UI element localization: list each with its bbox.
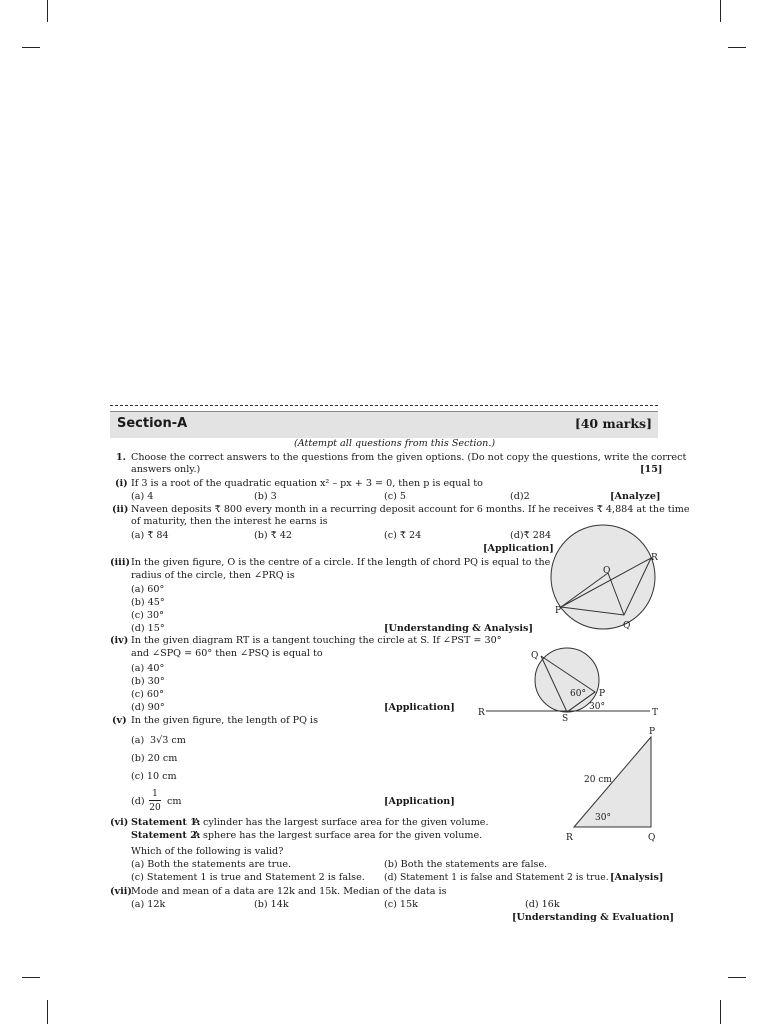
qv-fraction-numerator: 1 [152, 789, 158, 799]
qii-option-c: (c) ₹ 24 [384, 530, 422, 541]
section-divider [110, 405, 658, 406]
qii-option-b: (b) ₹ 42 [254, 530, 293, 541]
label-R: R [651, 553, 658, 563]
crop-mark-top-left-h [22, 47, 40, 48]
qii-option-a: (a) ₹ 84 [131, 530, 169, 541]
qiv-option-a: (a) 40° [131, 663, 165, 674]
qiv-number: (iv) [110, 635, 129, 646]
qiii-option-b: (b) 45° [131, 597, 165, 608]
qvi-statement2: A sphere has the largest surface area for the given volume. [193, 830, 483, 841]
qvii-option-c: (c) 15k [384, 899, 418, 910]
label-R: R [566, 833, 573, 843]
crop-mark-top-left-v [47, 0, 48, 22]
qvi-option-d: (d) Statement 1 is false and Statement 2 is true. [384, 872, 609, 883]
label-S: S [562, 714, 569, 724]
section-instruction: (Attempt all questions from this Section.) [294, 438, 496, 449]
label-P: P [599, 689, 606, 699]
label-Q: Q [531, 651, 539, 661]
qv-option-d-label: (d) [131, 796, 145, 807]
qv-option-c: (c) 10 cm [131, 771, 177, 782]
q1-marks: [15] [640, 464, 663, 475]
crop-mark-top-right-h [728, 47, 746, 48]
qii-line2: of maturity, then the interest he earns is [131, 516, 328, 527]
qiii-option-c: (c) 30° [131, 610, 164, 621]
qii-number: (ii) [112, 504, 129, 515]
qi-option-d: (d)2 [510, 491, 530, 502]
label-T: T [652, 708, 659, 718]
label-angle: 30° [595, 813, 611, 823]
right-triangle-figure [562, 725, 662, 847]
crop-mark-bottom-left-h [22, 977, 40, 978]
crop-mark-bottom-right-h [728, 977, 746, 978]
qiv-line1: In the given diagram RT is a tangent touching the circle at S. If ∠PST = 30° [131, 635, 502, 646]
label-O: O [603, 566, 611, 576]
qii-tag: [Application] [483, 543, 554, 554]
label-angle-30: 30° [589, 702, 605, 712]
qvi-statement1: A cylinder has the largest surface area for the given volume. [193, 817, 489, 828]
qvi-tag: [Analysis] [610, 872, 664, 883]
qv-option-b: (b) 20 cm [131, 753, 178, 764]
qvii-number: (vii) [110, 886, 132, 897]
label-Q: Q [623, 621, 631, 631]
qi-tag: [Analyze] [610, 491, 661, 502]
circle-chord-figure [550, 522, 660, 637]
qvi-statement1-label: Statement 1: [131, 817, 201, 828]
qii-line1: Naveen deposits ₹ 800 every month in a recurring deposit account for 6 months. If he receives ₹ 4,884 at the time [131, 504, 690, 515]
label-P: P [649, 727, 656, 737]
q1-line2: answers only.) [131, 464, 201, 475]
qv-option-d-unit: cm [167, 796, 182, 807]
tangent-circle-figure [478, 646, 660, 722]
qv-fraction-bar [149, 800, 161, 801]
qii-option-d: (d)₹ 284 [510, 530, 552, 541]
qvii-option-d: (d) 16k [525, 899, 560, 910]
qvii-option-a: (a) 12k [131, 899, 166, 910]
qi-option-a: (a) 4 [131, 491, 154, 502]
label-P: P [555, 606, 562, 616]
qvii-option-b: (b) 14k [254, 899, 289, 910]
qvi-question: Which of the following is valid? [131, 846, 284, 857]
qv-option-a-label: (a) [131, 735, 145, 746]
qiii-tag: [Understanding & Analysis] [384, 623, 533, 634]
qv-option-a-value: 3√3 cm [150, 735, 186, 746]
label-side: 20 cm [584, 775, 612, 785]
qiii-option-d: (d) 15° [131, 623, 165, 634]
qvii-text: Mode and mean of a data are 12k and 15k. Median of the data is [131, 886, 447, 897]
qvi-option-b: (b) Both the statements are false. [384, 859, 548, 870]
crop-mark-bottom-right-v [720, 1000, 721, 1024]
qv-tag: [Application] [384, 796, 455, 807]
qvi-option-a: (a) Both the statements are true. [131, 859, 292, 870]
qvi-statement2-label: Statement 2: [131, 830, 201, 841]
label-angle-60: 60° [570, 689, 586, 699]
qiii-line2: radius of the circle, then ∠PRQ is [131, 570, 295, 581]
crop-mark-top-right-v [720, 0, 721, 22]
section-marks: [40 marks] [574, 416, 652, 431]
qi-option-c: (c) 5 [384, 491, 407, 502]
qi-option-b: (b) 3 [254, 491, 277, 502]
qi-text: If 3 is a root of the quadratic equation x² – px + 3 = 0, then p is equal to [131, 478, 483, 489]
label-Q: Q [648, 833, 656, 843]
qiv-line2: and ∠SPQ = 60° then ∠PSQ is equal to [131, 648, 323, 659]
qvi-number: (vi) [110, 817, 129, 828]
qvii-tag: [Understanding & Evaluation] [512, 912, 675, 923]
qiii-number: (iii) [110, 557, 131, 568]
qiv-tag: [Application] [384, 702, 455, 713]
qiii-option-a: (a) 60° [131, 584, 165, 595]
qiv-option-d: (d) 90° [131, 702, 165, 713]
qi-number: (i) [115, 478, 128, 489]
q1-line1: Choose the correct answers to the questions from the given options. (Do not copy the questions, write the correct [131, 452, 687, 463]
label-R: R [478, 708, 485, 718]
qv-fraction-denominator: 20 [149, 803, 161, 813]
qv-text: In the given figure, the length of PQ is [131, 715, 319, 726]
qiv-option-b: (b) 30° [131, 676, 165, 687]
q1-number: 1. [116, 452, 127, 463]
crop-mark-bottom-left-v [47, 1000, 48, 1024]
qiv-option-c: (c) 60° [131, 689, 164, 700]
qv-number: (v) [112, 715, 127, 726]
qvi-option-c: (c) Statement 1 is true and Statement 2 is false. [131, 872, 365, 883]
section-title: Section-A [117, 416, 188, 431]
qiii-line1: In the given figure, O is the centre of a circle. If the length of chord PQ is equal to the [131, 557, 551, 568]
